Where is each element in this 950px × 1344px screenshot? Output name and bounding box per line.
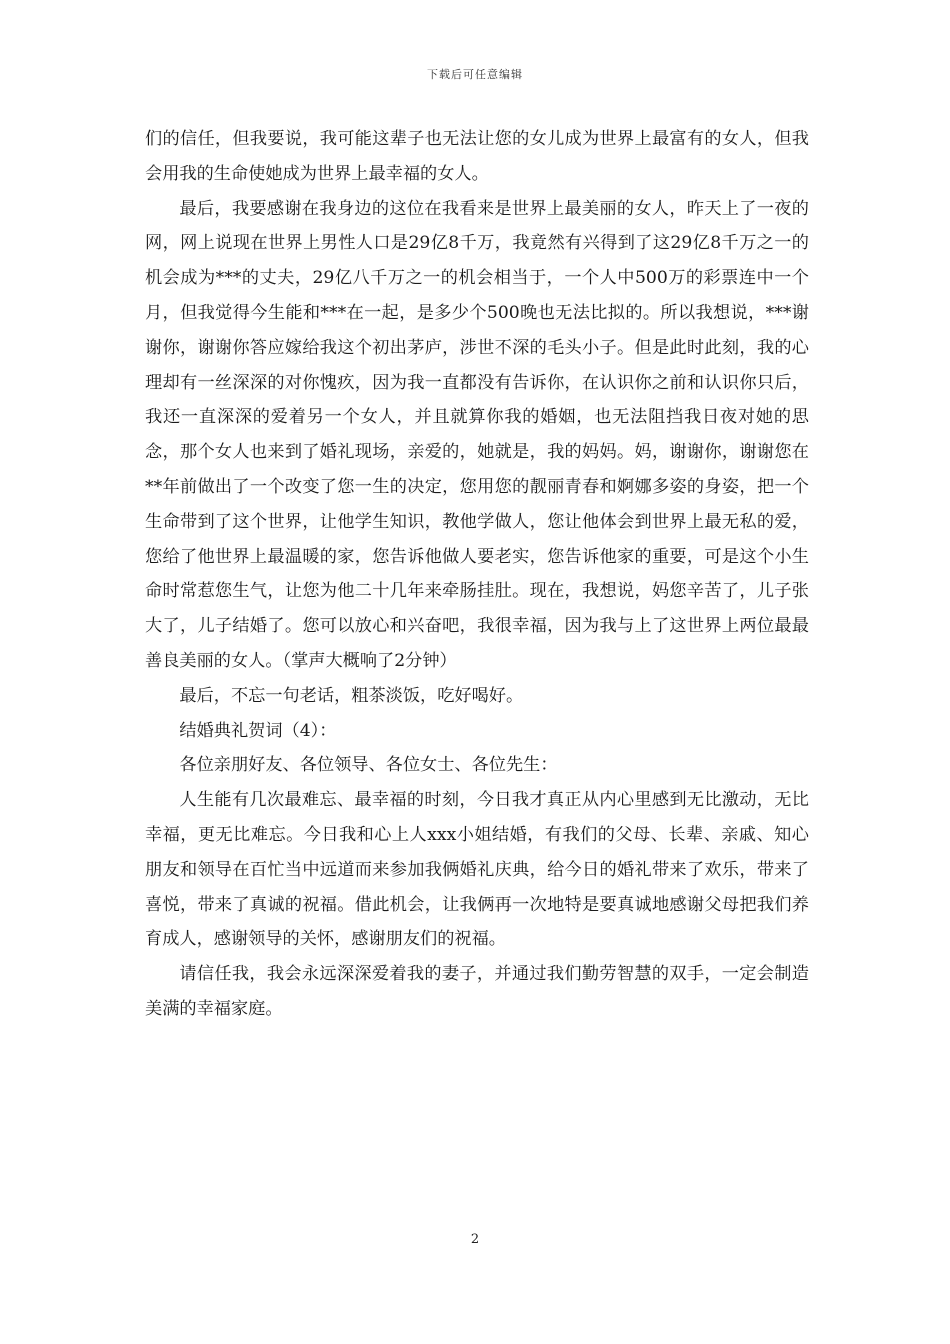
paragraph: 人生能有几次最难忘、最幸福的时刻，今日我才真正从内心里感到无比激动，无比幸福，更无比难忘。今日我和心上人xxx小姐结婚，有我们的父母、长辈、亲戚、知心朋友和领导在百忙当中远道而来参加我俩婚礼庆典，给今日的婚礼带来了欢乐，带来了喜悦，带来了真诚的祝福。借此机会，让我俩再一次地特是要真诚地感谢父母把我们养育成人，感谢领导的关怀，感谢朋友们的祝福。 xyxy=(145,790,809,950)
paragraph: 最后，我要感谢在我身边的这位在我看来是世界上最美丽的女人，昨天上了一夜的网，网上说现在世界上男性人口是29亿8千万，我竟然有兴得到了这29亿8千万之一的机会成为***的丈夫，29亿八千万之一的机会相当于，一个人中500万的彩票连中一个月，但我觉得今生能和***在一起，是多少个500晚也无法比拟的。所以我想说，***谢谢你，谢谢你答应嫁给我这个初出茅庐，涉世不深的毛头小子。但是此时此刻，我的心理却有一丝深深的对你愧疚，因为我一直都没有告诉你，在认识你之前和认识你只后，我还一直深深的爱着另一个女人，并且就算你我的婚姻，也无法阻挡我日夜对她的思念，那个女人也来到了婚礼现场，亲爱的，她就是，我的妈妈。妈，谢谢你，谢谢您在**年前做出了一个改变了您一生的决定，您用您的靓丽青春和婀娜多姿的身姿，把一个生命带到了这个世界，让他学生知识，教他学做人，您让他体会到世界上最无私的爱，您给了他世界上最温暖的家，您告诉他做人要老实，您告诉他家的重要，可是这个小生命时常惹您生气，让您为他二十几年来牵肠挂肚。现在，我想说，妈您辛苦了，儿子张大了，儿子结婚了。您可以放心和兴奋吧，我很幸福，因为我与上了这世界上两位最最善良美丽的女人。（掌声大概响了2分钟） xyxy=(145,198,809,671)
paragraph: 们的信任，但我要说，我可能这辈子也无法让您的女儿成为世界上最富有的女人，但我会用我的生命使她成为世界上最幸福的女人。 xyxy=(145,129,809,184)
document-body xyxy=(145,122,809,1027)
paragraph: 最后，不忘一句老话，粗茶淡饭，吃好喝好。 xyxy=(179,685,524,706)
page-header: 下载后可任意编辑 xyxy=(427,68,523,81)
section-heading: 结婚典礼贺词（4）： xyxy=(179,720,337,741)
salutation: 各位亲朋好友、各位领导、各位女士、各位先生： xyxy=(179,755,558,776)
paragraph: 请信任我，我会永远深深爱着我的妻子，并通过我们勤劳智慧的双手，一定会制造美满的幸福家庭。 xyxy=(145,964,809,1019)
page-number: 2 xyxy=(470,1232,480,1247)
